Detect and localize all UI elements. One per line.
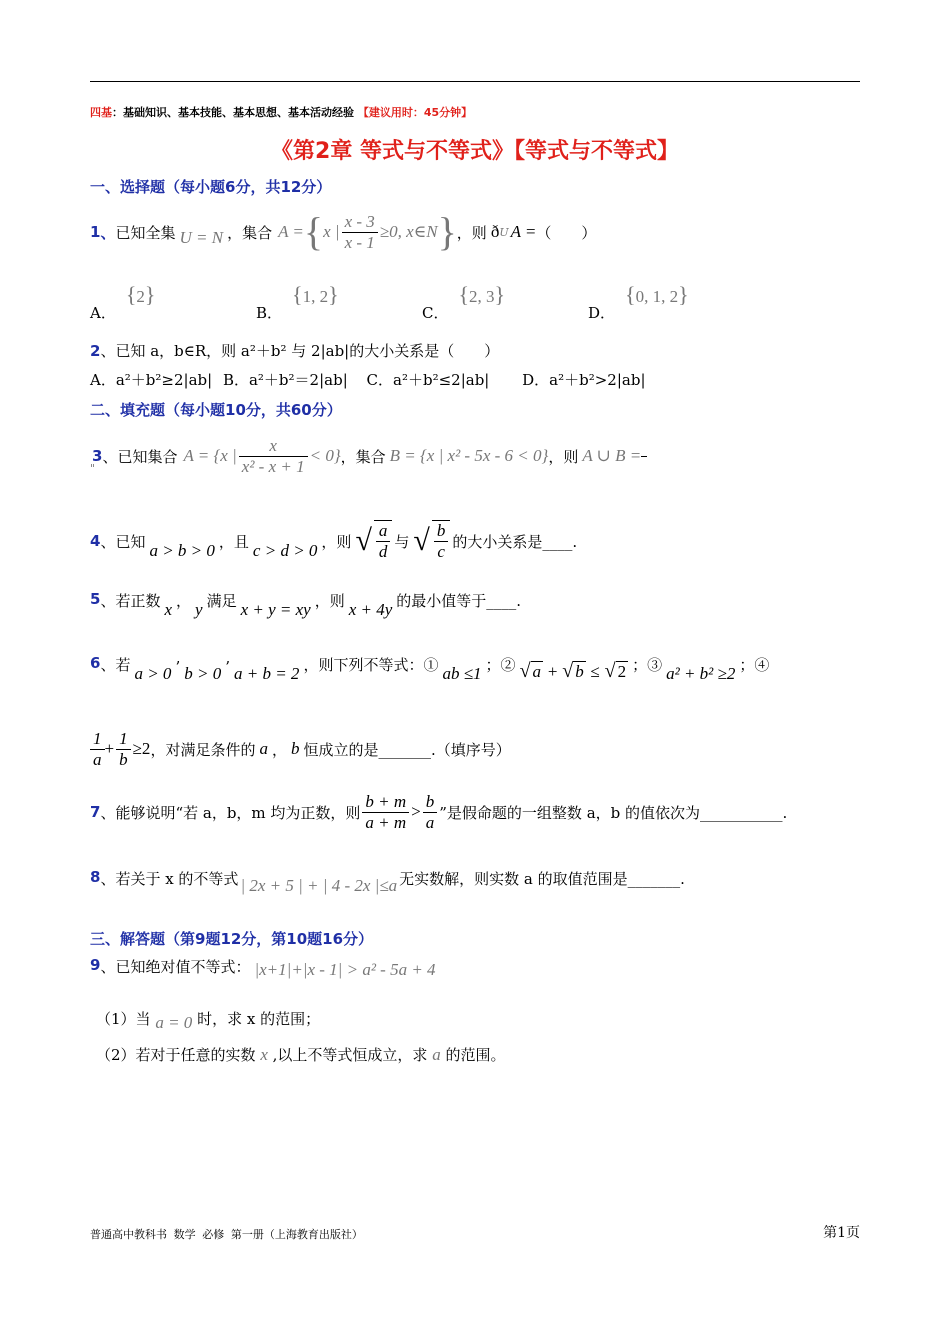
- q1-text-3: ，则: [456, 223, 487, 242]
- brace-left-icon: {: [292, 282, 303, 307]
- q6-frac-2: [116, 729, 131, 770]
- q4-text-2: ，且: [218, 532, 249, 551]
- q7-gt: >: [411, 802, 421, 821]
- q4-fraction-2: [432, 520, 451, 562]
- q6-math-sum: a + b = 2: [233, 664, 300, 683]
- q6-f1-den: a: [93, 749, 102, 769]
- footer-book: 普通高中教科书 数学 必修 第一册（上海教育出版社）: [90, 1228, 363, 1241]
- q6-f2-num: 1: [116, 729, 131, 750]
- question-number: 5: [90, 590, 101, 608]
- q6-f2-den: b: [119, 749, 128, 769]
- sqrt-icon: √: [604, 660, 616, 682]
- question-6: [90, 654, 769, 690]
- question-number: 1: [90, 223, 101, 241]
- brace-right-icon: }: [678, 282, 689, 307]
- q4-text-4: 与: [394, 532, 410, 551]
- question-9: [90, 956, 436, 990]
- q2-option-d[interactable]: D．a²＋b²>2|ab|: [522, 371, 646, 389]
- header-tag: 四基: [90, 106, 112, 119]
- question-6-line-2: [90, 724, 511, 774]
- q9-part-1: [96, 1008, 321, 1032]
- q1-option-a[interactable]: [90, 282, 156, 322]
- option-label: D．: [588, 304, 616, 322]
- q1-math-u: U = N: [179, 228, 224, 247]
- time-hint: 【建议用时：45分钟】: [357, 106, 473, 119]
- brace-left-icon: {: [625, 282, 636, 307]
- header-line: [90, 104, 472, 120]
- q6-text-5: ；②: [485, 656, 516, 674]
- q4-f1-den: d: [378, 542, 388, 561]
- option-value: 2: [136, 287, 145, 306]
- question-number: 8: [90, 868, 101, 886]
- q2-option-b[interactable]: B．a²＋b²＝2|ab|: [222, 371, 348, 389]
- header-rule: [90, 81, 860, 82]
- q1-paren: （ ）: [536, 223, 597, 242]
- q1-options: [90, 282, 790, 322]
- sqrt-icon: √: [519, 660, 531, 682]
- q6-text-6: ；③: [632, 656, 663, 674]
- q9-part-2: [96, 1044, 506, 1065]
- page-number: 第1页: [823, 1225, 860, 1241]
- header-tag-rest: ：基础知识、基本技能、基本思想、基本活动经验: [112, 106, 354, 119]
- q4-f2-den: c: [437, 542, 445, 561]
- q1-math-x: x |: [323, 222, 340, 241]
- question-5: [90, 590, 521, 626]
- q6-text-4: ，则下列不等式：①: [303, 656, 439, 674]
- q7-frac-1: [362, 792, 409, 833]
- q3-text-2: ，集合: [340, 447, 386, 466]
- q1-math-a2: A =: [510, 222, 537, 241]
- q6-ge2: ≥2: [132, 739, 151, 758]
- q6-text-10: 恒成立的是_______.（填序号）: [303, 740, 511, 759]
- q3-math-a: A = {x |: [183, 446, 237, 465]
- sqrt-icon: √: [413, 524, 430, 557]
- option-value: 1, 2: [302, 287, 329, 306]
- q4-text-5: 的大小关系是____.: [452, 532, 578, 551]
- q3-frac-den: x² - x + 1: [241, 456, 305, 476]
- q6-sqrt-b: b: [575, 662, 584, 681]
- q6-text-7: ；④: [739, 656, 770, 674]
- q6-math-b: b > 0: [184, 664, 222, 683]
- page-title: 《第2章 等式与不等式》【等式与不等式】: [271, 139, 679, 164]
- complement-icon: ð: [490, 222, 500, 241]
- q6-text-8: ，对满足条件的: [150, 740, 256, 759]
- q6-math-3: a² + b² ≥2: [666, 664, 736, 683]
- q1-math-cond: ≥0, x∈N: [379, 222, 438, 241]
- q4-f2-num: b: [434, 521, 449, 542]
- question-8: [90, 868, 685, 902]
- q7-f2-den: a: [425, 812, 435, 832]
- q6-math-a: a > 0: [134, 664, 172, 683]
- q9-p2-var-a: a: [432, 1045, 441, 1064]
- q9-text-1: 、已知绝对值不等式：: [100, 958, 251, 976]
- q4-f1-num: a: [376, 521, 391, 542]
- brace-left-icon: {: [125, 282, 137, 307]
- q6-text-9: ，: [271, 740, 287, 759]
- question-2: [90, 340, 499, 361]
- question-number: 7: [90, 803, 101, 821]
- q3-text-3: ，则: [548, 447, 579, 466]
- question-number: 6: [90, 654, 101, 672]
- q6-var-a: a: [259, 739, 268, 758]
- q4-math-cd: c > d > 0: [252, 541, 318, 560]
- q7-f1-den: a + m: [365, 812, 407, 832]
- q8-math: | 2x + 5 | + | 4 - 2x |≤a: [240, 876, 398, 895]
- q2-options: [90, 369, 646, 390]
- q2-option-a[interactable]: A．a²＋b²≥2|ab|: [90, 371, 213, 389]
- q5-math-y: y: [195, 600, 203, 619]
- brace-right-icon: }: [494, 282, 506, 307]
- q7-f1-num: b + m: [362, 792, 409, 813]
- brace-right-icon: }: [437, 209, 457, 254]
- brace-left-icon: {: [458, 282, 470, 307]
- question-number: 2: [90, 342, 101, 360]
- q3-fraction: [239, 436, 308, 477]
- q6-sqrt-a: a: [532, 662, 542, 681]
- q1-text-1: 已知全集: [115, 223, 176, 242]
- q2-text: 、已知 a，b∈R，则 a²＋b² 与 2|ab|的大小关系是（ ）: [100, 342, 500, 360]
- q1-frac-den: x - 1: [344, 232, 375, 252]
- section-1-heading: 一、选择题（每小题6分，共12分）: [90, 178, 332, 196]
- q1-fraction: [342, 212, 378, 253]
- question-number: 3: [92, 447, 103, 465]
- q6-le: ≤: [590, 662, 600, 681]
- q1-math-a: A =: [278, 222, 304, 241]
- q9-p1-text-1: （1）当: [96, 1010, 151, 1028]
- q6-text-3: ’: [225, 658, 230, 676]
- q3-math-b: B = {x | x² - 5x - 6 < 0}: [389, 446, 549, 465]
- section-2-heading: 二、填充题（每小题10分，共60分）: [90, 401, 342, 419]
- q3-math-lt: < 0}: [309, 446, 341, 465]
- q6-text-2: ’: [175, 658, 181, 676]
- q9-p2-text-1: （2）若对于任意的实数: [96, 1046, 256, 1064]
- sqrt-icon: √: [562, 660, 574, 682]
- question-sep: 、: [100, 223, 116, 242]
- q6-sqrt-2: 2: [617, 662, 627, 681]
- q9-math: |x+1|+|x - 1| > a² - 5a + 4: [254, 960, 436, 979]
- option-value: 2, 3: [469, 287, 495, 306]
- answer-blank[interactable]: [641, 456, 647, 457]
- brace-right-icon: }: [328, 282, 339, 307]
- q6-plus: +: [547, 662, 558, 681]
- q1-option-d[interactable]: [588, 282, 689, 322]
- q1-option-c[interactable]: [422, 282, 506, 322]
- q6-var-b: b: [290, 739, 300, 758]
- q3-mark: ": [90, 462, 96, 475]
- q6-frac-plus: +: [104, 739, 115, 758]
- q5-text-4: ，则: [314, 592, 345, 610]
- q7-frac-2: [423, 792, 438, 833]
- q9-p2-var-x: x: [260, 1045, 268, 1064]
- q7-text-2: ”是假命题的一组整数 a，b 的值依次为___________.: [439, 803, 788, 822]
- q5-text-2: ，: [176, 592, 192, 610]
- q4-fraction-1: [374, 520, 393, 562]
- q7-f2-num: b: [423, 792, 438, 813]
- brace-right-icon: }: [144, 282, 156, 307]
- q6-text-1: 、若: [100, 656, 131, 674]
- section-3-heading: 三、解答题（第9题12分，第10题16分）: [90, 930, 374, 948]
- question-number: 4: [90, 532, 101, 550]
- q9-p1-math: a = 0: [155, 1013, 193, 1032]
- option-label: A．: [90, 304, 116, 322]
- question-7: [90, 786, 787, 838]
- question-3: [92, 428, 647, 484]
- q8-text-2: 无实数解，则实数 a 的取值范围是_______.: [399, 870, 685, 888]
- q6-frac-1: [90, 729, 105, 770]
- option-value: 0, 1, 2: [635, 287, 679, 306]
- q3-text-1: 、已知集合: [102, 447, 178, 466]
- q5-text-1: 、若正数: [100, 592, 161, 610]
- q5-math-eq: x + y = xy: [240, 600, 311, 619]
- q4-text-1: 、已知: [100, 532, 146, 551]
- q6-math-1: ab ≤1: [442, 664, 482, 683]
- question-number: 9: [90, 956, 101, 974]
- q9-p2-text-3: 的范围。: [445, 1046, 506, 1064]
- q3-math-union: A ∪ B =: [582, 446, 642, 465]
- q1-frac-num: x - 3: [342, 212, 378, 233]
- q6-f1-num: 1: [90, 729, 105, 750]
- question-4: [90, 512, 577, 570]
- q5-math-x: x: [164, 600, 172, 619]
- brace-left-icon: {: [303, 209, 324, 254]
- sqrt-icon: √: [355, 524, 372, 557]
- q7-text-1: 、能够说明“若 a，b，m 均为正数，则: [100, 803, 361, 822]
- option-label: B．: [256, 304, 283, 322]
- q1-complement-sub: U: [499, 225, 509, 239]
- q1-option-b[interactable]: [256, 282, 339, 322]
- q5-text-5: 的最小值等于____.: [396, 592, 522, 610]
- q9-p2-text-2: ,以上不等式恒成立，求: [272, 1046, 428, 1064]
- q5-text-3: 满足: [206, 592, 237, 610]
- option-label: C．: [422, 304, 449, 322]
- question-1: [90, 204, 596, 260]
- q8-text-1: 、若关于 x 的不等式: [100, 870, 239, 888]
- q9-p1-text-2: 时，求 x 的范围；: [197, 1010, 321, 1028]
- q4-math-ab: a > b > 0: [149, 541, 215, 560]
- q6-math-2: [520, 660, 629, 683]
- q4-text-3: ，则: [321, 532, 352, 551]
- q1-text-2: ，集合: [227, 223, 273, 242]
- q3-frac-num: x: [239, 436, 308, 457]
- q5-math-expr: x + 4y: [348, 600, 393, 619]
- q2-option-c[interactable]: C．a²＋b²≤2|ab|: [366, 371, 490, 389]
